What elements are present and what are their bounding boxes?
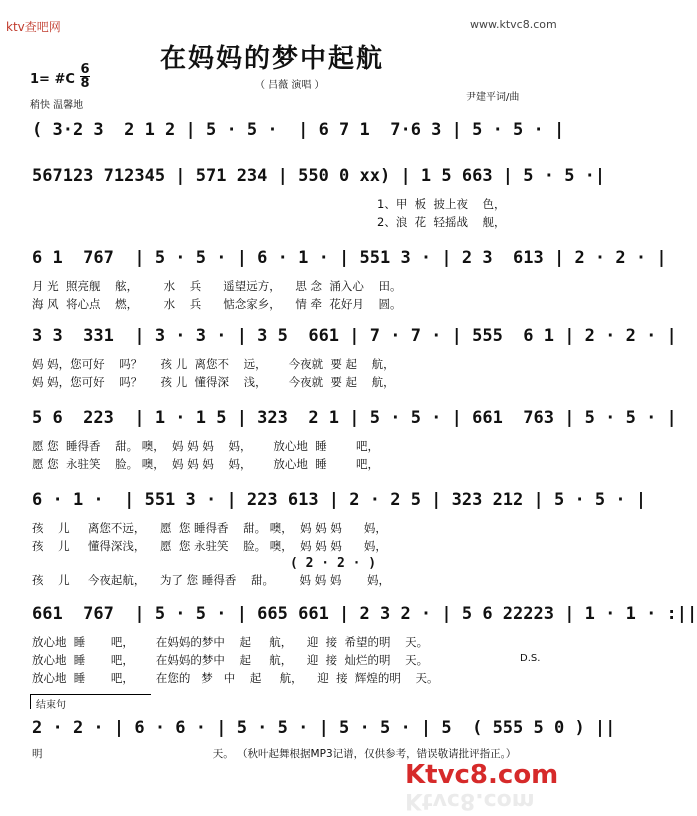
lyric-row-7-verse-1: 放心地 睡 吧， 在妈妈的梦中 起 航， 迎 接 希望的明 天。 bbox=[32, 635, 429, 649]
lyric-row-6-verse-3: 孩 儿 今夜起航， 为了 您 睡得香 甜。 妈 妈 妈 妈， bbox=[32, 573, 390, 587]
lyric-row-6-verse-2: 孩 儿 懂得深浅， 愿 您 永驻笑 脸。 噢， 妈 妈 妈 妈， bbox=[32, 539, 387, 553]
notes-row-1: ( 3·2 3 2 1 2 | 5 · 5 · | 6 7 1 7·6 3 | 5 · 5 · | bbox=[32, 120, 565, 140]
lyric-row-3-verse-2: 海 风 将心点 燃， 水 兵 惦念家乡， 情 牵 花好月 圆。 bbox=[32, 297, 402, 311]
coda-label: 结束句 bbox=[36, 700, 66, 711]
composer-credit: 尹建平词/曲 bbox=[466, 92, 520, 103]
lyric-row-8-and-note: 明 天。 （秋叶起舞根据MP3记谱，仅供参考，错误敬请批评指正。） bbox=[32, 748, 517, 760]
score-row-3 bbox=[32, 244, 667, 272]
watermark-logo: Ktvc8.com bbox=[405, 760, 559, 790]
time-signature bbox=[80, 64, 90, 89]
score-row-7 bbox=[32, 600, 697, 628]
site-url-right: www.ktvc8.com bbox=[470, 18, 557, 31]
lyric-row-4-verse-1: 妈 妈，您可好 吗？ 孩 儿 离您不 远， 今夜就 要 起 航， bbox=[32, 357, 395, 371]
ds-marking: D.S. bbox=[520, 653, 541, 664]
watermark-reflection: Ktvc8.com bbox=[405, 788, 535, 813]
lyric-row-7-verse-2: 放心地 睡 吧， 在妈妈的梦中 起 航， 迎 接 灿烂的明 天。 bbox=[32, 653, 429, 667]
notes-row-6: 6 · 1 · | 551 3 · | 223 613 | 2 · 2 5 | 323 212 | 5 · 5 · | bbox=[32, 490, 647, 510]
notes-row-3: 6 1 767 | 5 · 5 · | 6 · 1 · | 551 3 · | 2 3 613 | 2 · 2 · | bbox=[32, 248, 667, 268]
key-signature: 1= #C bbox=[30, 72, 75, 87]
lyric-row-4-verse-2: 妈 妈，您可好 吗？ 孩 儿 懂得深 浅， 今夜就 要 起 航， bbox=[32, 375, 395, 389]
time-signature-bottom: 8 bbox=[80, 76, 90, 91]
score-row-2 bbox=[32, 162, 606, 190]
song-title: 在妈妈的梦中起航 bbox=[160, 44, 385, 74]
score-row-5 bbox=[32, 404, 677, 432]
score-row-4 bbox=[32, 322, 677, 350]
lyric-row-7-verse-3: 放心地 睡 吧， 在您的 梦 中 起 航， 迎 接 辉煌的明 天。 bbox=[32, 671, 439, 685]
score-row-8 bbox=[32, 714, 616, 742]
lyric-row-3-verse-1: 月 光 照亮舰 舷， 水 兵 遥望远方， 思 念 涌入心 田。 bbox=[32, 279, 402, 293]
score-row-6 bbox=[32, 486, 647, 514]
lyric-row-5-verse-1: 愿 您 睡得香 甜。 噢， 妈 妈 妈 妈， 放心地 睡 吧， bbox=[32, 439, 379, 453]
time-signature-top: 6 bbox=[80, 62, 90, 77]
notes-row-7: 661 767 | 5 · 5 · | 665 661 | 2 3 2 · | 5 6 22223 | 1 · 1 · :|| bbox=[32, 604, 697, 624]
lyric-row-2-verse-1: 1、甲 板 披上夜 色， bbox=[377, 197, 506, 211]
lyric-row-5-verse-2: 愿 您 永驻笑 脸。 噢， 妈 妈 妈 妈， 放心地 睡 吧， bbox=[32, 457, 379, 471]
notes-row-5: 5 6 223 | 1 · 1 5 | 323 2 1 | 5 · 5 · | 661 763 | 5 · 5 · | bbox=[32, 408, 677, 428]
singer-credit: （ 吕薇 演唱 ） bbox=[255, 80, 325, 91]
notes-row-8: 2 · 2 · | 6 · 6 · | 5 · 5 · | 5 · 5 · | 5 ( 555 5 0 ) || bbox=[32, 718, 616, 738]
tempo-marking: 稍快 温馨地 bbox=[30, 100, 84, 111]
lyric-row-2-verse-2: 2、浪 花 轻摇战 舰， bbox=[377, 215, 506, 229]
lyric-row-6-verse-1: 孩 儿 离您不远， 愿 您 睡得香 甜。 噢， 妈 妈 妈 妈， bbox=[32, 521, 387, 535]
alternate-ending-notes: ( 2 · 2 · ) bbox=[290, 556, 377, 571]
site-logo-left: ktv查吧网 bbox=[6, 20, 61, 34]
notes-row-2: 567123 712345 | 571 234 | 550 0 xx) | 1 5 663 | 5 · 5 ·| bbox=[32, 166, 606, 186]
notes-row-4: 3 3 331 | 3 · 3 · | 3 5 661 | 7 · 7 · | 555 6 1 | 2 · 2 · | bbox=[32, 326, 677, 346]
score-row-1 bbox=[32, 116, 565, 144]
